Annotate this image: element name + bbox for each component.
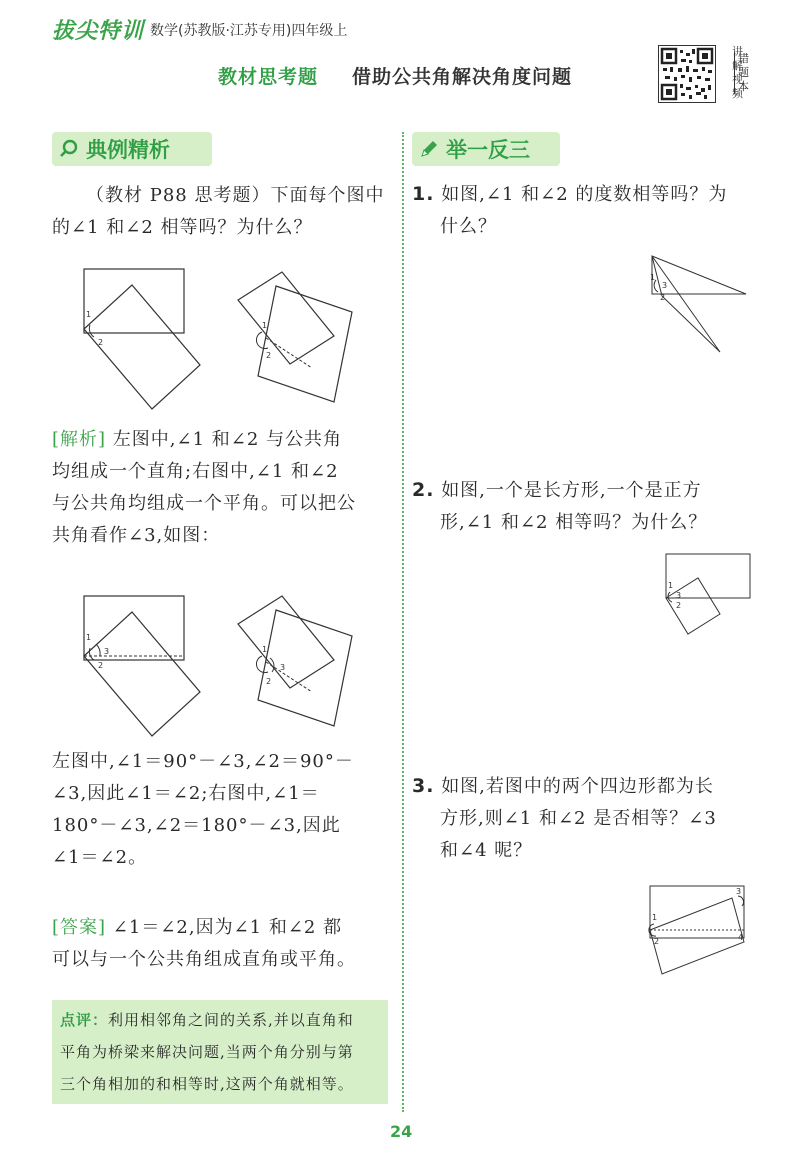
review-box: 点评：利用相邻角之间的关系,并以直角和 平角为桥梁来解决问题,当两个角分别与第 三个角相加的和相等时,这两个角就相等。	[52, 1000, 388, 1104]
question-number: 2.	[412, 479, 435, 501]
angle-label-4: 4	[738, 933, 744, 942]
angle-label-3: 3	[676, 591, 682, 600]
page-number: 24	[390, 1122, 413, 1141]
angle-label-3: 3	[104, 647, 110, 656]
example-intro: （教材 P88 思考题）下面每个图中 的∠1 和∠2 相等吗？为什么？	[52, 185, 385, 238]
qr-code-icon[interactable]	[658, 45, 716, 103]
angle-label-1: 1	[668, 581, 674, 590]
section-title-example: 典例精析	[86, 138, 170, 162]
calculation: 左图中,∠1＝90°－∠3,∠2＝90°－ ∠3,因此∠1＝∠2;右图中,∠1＝ 180°－∠3,∠2＝180°－∠3,因此 ∠1＝∠2。	[52, 751, 354, 868]
figure-example-left	[80, 265, 210, 405]
angle-label-2: 2	[654, 937, 660, 946]
question-number: 3.	[412, 775, 435, 797]
figure-analysis-right	[236, 592, 366, 732]
angle-label-1: 1	[262, 645, 268, 654]
analysis-tag: [解析]	[52, 429, 107, 450]
question-3: 3. 如图,若图中的两个四边形都为长 方形,则∠1 和∠2 是否相等？∠3 和∠4 呢？	[412, 775, 717, 861]
angle-label-2: 2	[266, 677, 272, 686]
figure-example-right	[236, 268, 366, 408]
question-1: 1. 如图,∠1 和∠2 的度数相等吗？为 什么？	[412, 183, 728, 237]
figure-q2	[662, 550, 762, 640]
figure-analysis-left	[80, 592, 210, 732]
section-title-practice: 举一反三	[446, 138, 530, 162]
angle-label-1: 1	[86, 633, 92, 642]
question-number: 1.	[412, 183, 435, 205]
question-2: 2. 如图,一个是长方形,一个是正方 形,∠1 和∠2 相等吗？为什么？	[412, 479, 708, 533]
brand-logo: 拔尖特训	[52, 19, 145, 44]
angle-label-2: 2	[676, 601, 682, 610]
angle-label-2: 2	[98, 338, 104, 347]
topic-label: 教材思考题	[218, 66, 319, 88]
qr-caption-errorbook: 错 题 本	[734, 52, 749, 94]
angle-label-1: 1	[652, 913, 658, 922]
angle-label-3: 3	[662, 281, 668, 290]
book-title: 数学(苏教版·江苏专用)四年级上	[150, 23, 348, 39]
angle-label-1: 1	[86, 310, 92, 319]
figure-q3	[646, 882, 756, 982]
topic-title: 借助公共角解决角度问题	[352, 66, 573, 88]
answer: [答案] ∠1＝∠2,因为∠1 和∠2 都 可以与一个公共角组成直角或平角。	[52, 917, 356, 970]
review-label: 点评：	[60, 1011, 109, 1029]
angle-label-3: 3	[280, 663, 286, 672]
angle-label-1: 1	[262, 321, 268, 330]
angle-label-1: 1	[650, 273, 656, 282]
angle-label-2: 2	[660, 293, 666, 302]
magnifier-icon	[52, 139, 86, 159]
angle-label-2: 2	[266, 351, 272, 360]
angle-label-3: 3	[736, 887, 742, 896]
section-tab-practice	[412, 132, 560, 166]
pencil-icon	[412, 139, 446, 159]
qr-caption-video: 讲 解 视 频	[732, 45, 743, 100]
figure-q1	[640, 250, 760, 360]
column-divider	[402, 132, 404, 1112]
angle-label-2: 2	[98, 661, 104, 670]
section-tab-example	[52, 132, 212, 166]
answer-tag: [答案]	[52, 917, 107, 938]
analysis: [解析] 左图中,∠1 和∠2 与公共角 均组成一个直角;右图中,∠1 和∠2 与公共角均组成一个平角。可以把公 共角看作∠3,如图：	[52, 429, 356, 546]
